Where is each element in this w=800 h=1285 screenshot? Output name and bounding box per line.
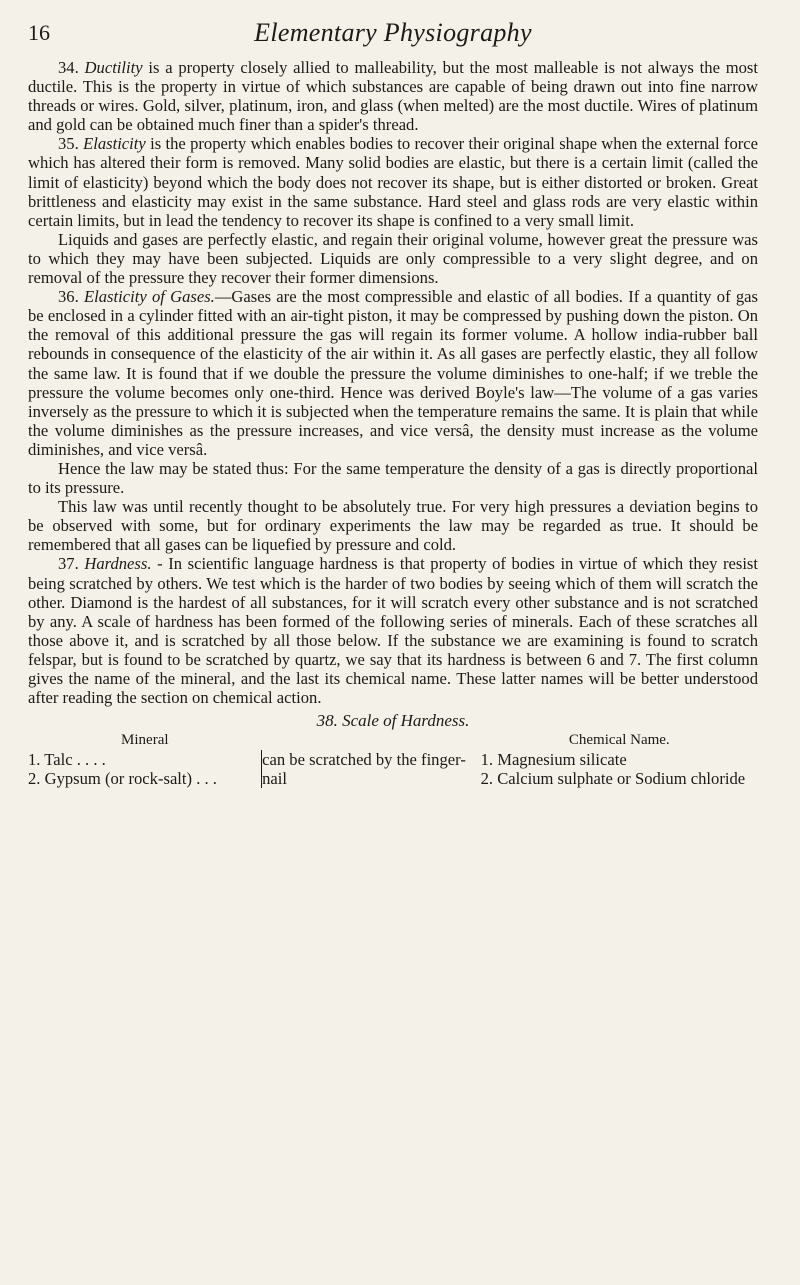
paragraph-hardness: 37. Hardness. - In scientific language hardness is that property of bodies in virtue of which they resist being scratched by others. We test which is the harder of two bodies by seeing which of them will scratch the other. Diamond is the hardest of all substances, for it will scratch every other substance and is not scratched by any. A scale of hardness has been formed of the following series of minerals. Each of these scratches all those above it, and is scratched by all those below. If the substance we are examining is found to scratch felspar, but is found to be scratched by quartz, we say that its hardness is between 6 and 7. The first column gives the name of the mineral, and the last its chemical name. These latter names will be better understood after reading the section on chemical action. <box>28 554 758 708</box>
page-header <box>28 14 758 58</box>
table-row <box>28 750 758 769</box>
paragraph-elasticity-gases: 36. Elasticity of Gases.—Gases are the most compressible and elastic of all bodies. If a quantity of gas be enclosed in a cylinder fitted with an air-tight piston, it may be compressed by pushing down the piston. On the removal of this additional pressure the gas will regain its former volume. A hollow india-rubber ball rebounds in consequence of the elasticity of the air within it. As all gases are perfectly elastic, they all follow the same law. It is found that if we double the pressure the volume diminishes to one-half; if we treble the pressure the volume becomes only one-third. Hence was derived Boyle's law—The volume of a gas varies inversely as the pressure to which it is subjected when the temperature remains the same. It is plain that while the volume diminishes as the pressure increases, and vice versâ, the density must increase as the volume diminishes, and vice versâ. <box>28 287 758 459</box>
body-text <box>28 58 758 707</box>
column-head-mineral: Mineral <box>121 732 169 749</box>
running-title: Elementary Physiography <box>254 18 532 47</box>
column-head-chemical: Chemical Name. <box>568 732 670 749</box>
paragraph-law-limits: This law was until recently thought to be absolutely true. For very high pressures a deviation begins to be observed with some, but for ordinary experiments the law may be regarded as true. It should be remembered that all gases can be liquefied by pressure and cold. <box>28 497 758 555</box>
term-ductility: Ductility <box>84 58 143 77</box>
term-elasticity-gases: Elasticity of Gases. <box>84 287 215 307</box>
scratch-note: can be scratched by the finger-nail <box>262 750 481 788</box>
term-hardness: Hardness. <box>84 554 152 574</box>
paragraph-liquids-gases: Liquids and gases are perfectly elastic, and regain their original volume, however great the pressure was to which they may have been subjected. Liquids are only compressible to a very slight degree, and on removal of the pressure they recover their former dimensions. <box>28 229 758 288</box>
mineral-cell: 1. Talc . . . . <box>28 750 106 770</box>
paragraph-elasticity: 35. Elasticity is the property which enables bodies to recover their original shape when the external force which has altered their form is removed. Many solid bodies are elastic, but there is a certain limit (called the limit of elasticity) beyond which the body does not recover its shape, but is either distorted or broken. Great brittleness and elasticity may exist in the same substance. Hard steel and glass rods are very elastic within certain limits, but in lead the tendency to recover its shape is confined to a very small limit. <box>28 134 758 230</box>
hardness-table <box>28 731 758 788</box>
mineral-cell: 2. Gypsum (or rock-salt) . . . <box>28 769 217 789</box>
page-number: 16 <box>28 20 50 45</box>
paragraph-ductility: 34. Ductility is a property closely allied to malleability, but the most malleable is not always the most ductile. This is the property in virtue of which substances are capable of being drawn out into fine narrow threads or wires. Gold, silver, platinum, iron, and glass (when melted) are the most ductile. Wires of platinum and gold can be obtained much finer than a spider's thread. <box>28 58 758 135</box>
paragraph-law-statement: Hence the law may be stated thus: For the same temperature the density of a gas is directly proportional to its pressure. <box>28 458 758 498</box>
chemical-cell: 1. Magnesium silicate <box>480 750 627 770</box>
scale-title: 38. Scale of Hardness. <box>316 711 470 731</box>
chemical-cell: 2. Calcium sulphate or Sodium chloride <box>480 769 746 789</box>
term-elasticity: Elasticity <box>83 134 146 154</box>
